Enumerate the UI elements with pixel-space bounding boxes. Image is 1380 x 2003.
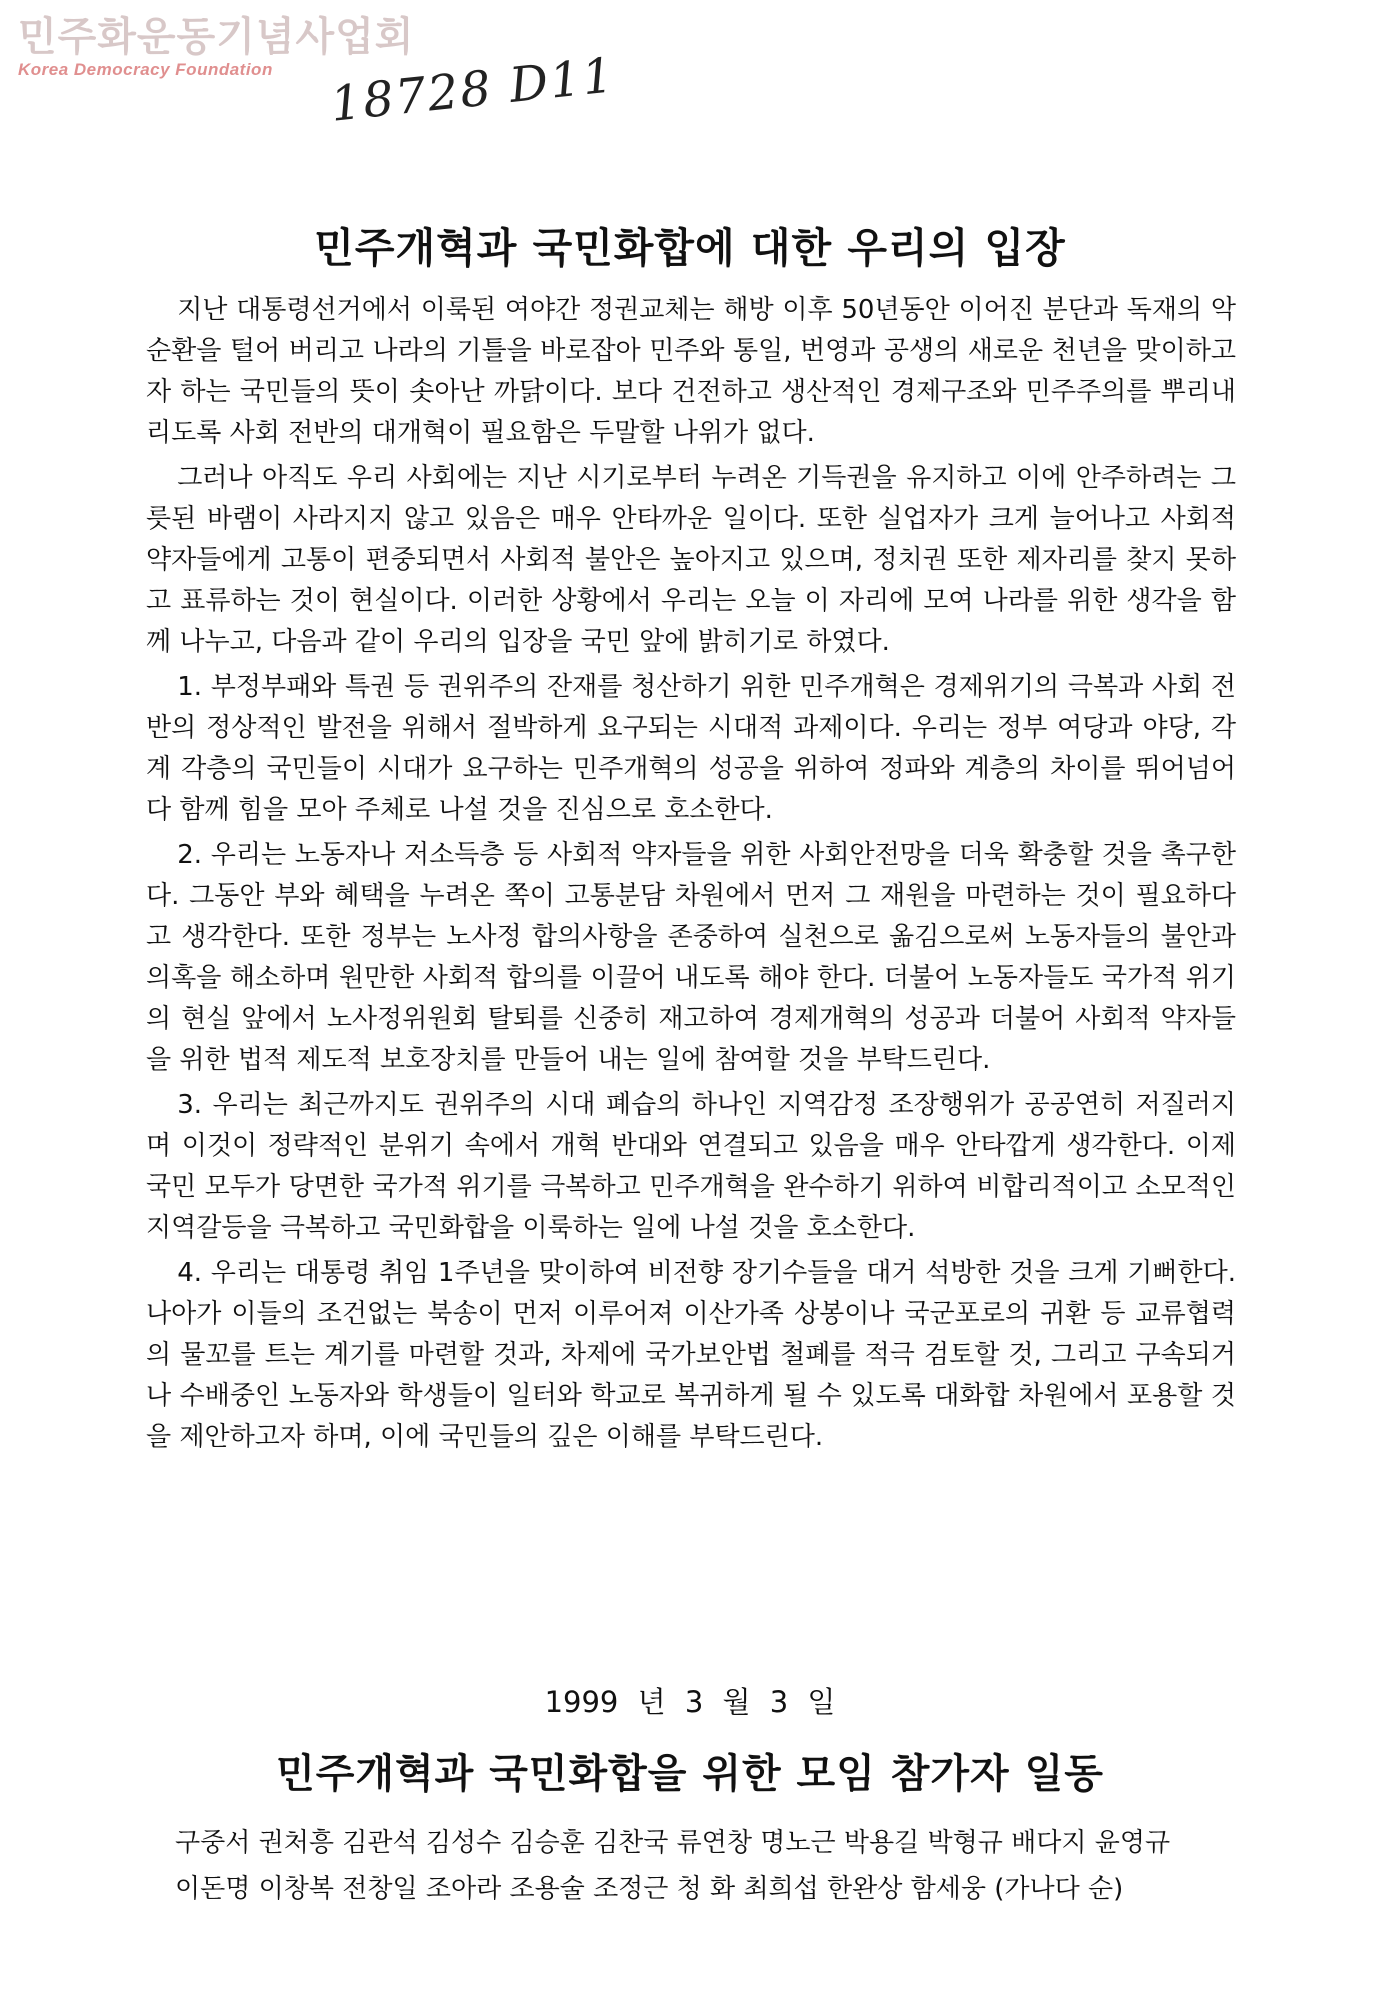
document-date: 1999 년 3 월 3 일: [544, 1685, 836, 1719]
paragraph-context: 그러나 아직도 우리 사회에는 지난 시기로부터 누려온 기득권을 유지하고 이에 안주하려는 그릇된 바램이 사라지지 않고 있음은 매우 안타까운 일이다. 또한 실업자가 크게 늘어나고 사회적 약자들에게 고통이 편중되면서 사회적 불안은 높아지고 있으며, 정치권 또한 제자리를 찾지 못하고 표류하는 것이 현실이다. 이러한 상황에서 우리는 오늘 이 자리에 모여 나라를 위한 생각을 함께 나누고, 다음과 같이 우리의 입장을 국민 앞에 밝히기로 하였다.: [146, 463, 1236, 657]
signer-line-1: 구중서 권처흥 김관석 김성수 김승훈 김찬국 류연창 명노근 박용길 박형규 배다지 윤영규: [175, 1828, 1171, 1858]
signing-organization: 민주개혁과 국민화합을 위한 모임 참가자 일동: [276, 1751, 1104, 1797]
watermark-english-text: Korea Democracy Foundation: [18, 60, 273, 79]
signer-list: [175, 1820, 1235, 1912]
watermark-logo: [18, 14, 414, 80]
paragraph-point-3: 3. 우리는 최근까지도 권위주의 시대 폐습의 하나인 지역감정 조장행위가 공공연히 저질러지며 이것이 정략적인 분위기 속에서 개혁 반대와 연결되고 있음을 매우 안타깝게 생각한다. 이제 국민 모두가 당면한 국가적 위기를 극복하고 민주개혁을 완수하기 위하여 비합리적이고 소모적인 지역갈등을 극복하고 국민화합을 이룩하는 일에 나설 것을 호소한다.: [146, 1090, 1236, 1243]
paragraph-intro: 지난 대통령선거에서 이룩된 여야간 정권교체는 해방 이후 50년동안 이어진 분단과 독재의 악순환을 털어 버리고 나라의 기틀을 바로잡아 민주와 통일, 번영과 공생의 새로운 천년을 맞이하고자 하는 국민들의 뜻이 솟아난 까닭이다. 보다 건전하고 생산적인 경제구조와 민주주의를 뿌리내리도록 사회 전반의 대개혁이 필요함은 두말할 나위가 없다.: [146, 295, 1236, 448]
paragraph-point-4: 4. 우리는 대통령 취임 1주년을 맞이하여 비전향 장기수들을 대거 석방한 것을 크게 기뻐한다. 나아가 이들의 조건없는 북송이 먼저 이루어져 이산가족 상봉이나 국군포로의 귀환 등 교류협력의 물꼬를 트는 계기를 마련할 것과, 차제에 국가보안법 철폐를 적극 검토할 것, 그리고 구속되거나 수배중인 노동자와 학생들이 일터와 학교로 복귀하게 될 수 있도록 대화합 차원에서 포용할 것을 제안하고자 하며, 이에 국민들의 깊은 이해를 부탁드린다.: [146, 1258, 1236, 1452]
document-body: [146, 290, 1236, 1462]
paragraph-point-1: 1. 부정부패와 특권 등 권위주의 잔재를 청산하기 위한 민주개혁은 경제위기의 극복과 사회 전반의 정상적인 발전을 위해서 절박하게 요구되는 시대적 과제이다. 우리는 정부 여당과 야당, 각계 각층의 국민들이 시대가 요구하는 민주개혁의 성공을 위하여 정파와 계층의 차이를 뛰어넘어 다 함께 힘을 모아 주체로 나설 것을 진심으로 호소한다.: [146, 672, 1236, 825]
document-title: 민주개혁과 국민화합에 대한 우리의 입장: [314, 224, 1066, 272]
signer-line-2: 이돈명 이창복 전창일 조아라 조용술 조정근 청 화 최희섭 한완상 함세웅 (가나다 순): [175, 1874, 1124, 1904]
watermark-korean-text: 민주화운동기념사업회: [18, 14, 415, 60]
handwritten-archive-number: 18728 D11: [327, 47, 618, 133]
paragraph-point-2: 2. 우리는 노동자나 저소득층 등 사회적 약자들을 위한 사회안전망을 더욱 확충할 것을 촉구한다. 그동안 부와 혜택을 누려온 쪽이 고통분담 차원에서 먼저 그 재원을 마련하는 것이 필요하다고 생각한다. 또한 정부는 노사정 합의사항을 존중하여 실천으로 옮김으로써 노동자들의 불안과 의혹을 해소하며 원만한 사회적 합의를 이끌어 내도록 해야 한다. 더불어 노동자들도 국가적 위기의 현실 앞에서 노사정위원회 탈퇴를 신중히 재고하여 경제개혁의 성공과 더불어 사회적 약자들을 위한 법적 제도적 보호장치를 만들어 내는 일에 참여할 것을 부탁드린다.: [146, 840, 1236, 1075]
